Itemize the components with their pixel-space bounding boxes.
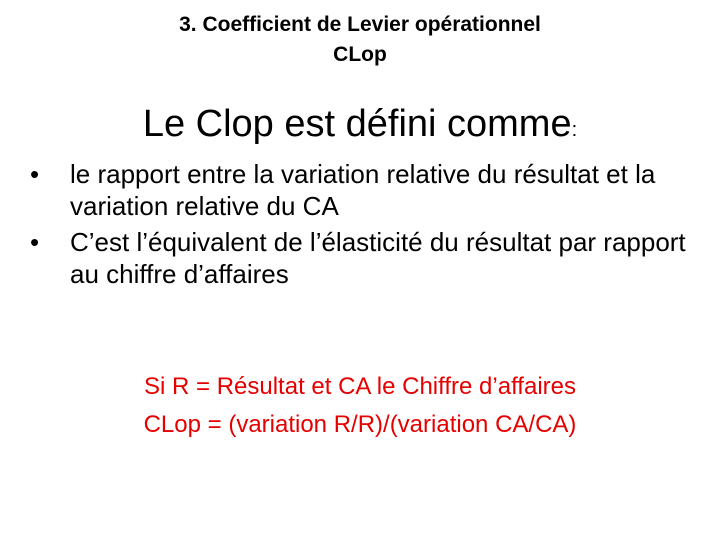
definition-bullet-list bbox=[30, 158, 710, 294]
slide-title-line-2: CLop bbox=[333, 43, 387, 66]
slide-title-line-1: 3. Coefficient de Levier opérationnel bbox=[179, 13, 541, 36]
formula-block bbox=[0, 368, 720, 444]
bullet-text: le rapport entre la variation relative du résultat et la variation relative du CA bbox=[70, 159, 656, 221]
bullet-icon: • bbox=[30, 227, 40, 257]
bullet-item bbox=[30, 158, 710, 222]
bullet-item bbox=[30, 226, 710, 290]
definition-heading bbox=[0, 100, 720, 154]
formula-line-2: CLop = (variation R/R)/(variation CA/CA) bbox=[143, 411, 577, 438]
bullet-text: C’est l’équivalent de l’élasticité du résultat par rapport au chiffre d’affaires bbox=[70, 227, 686, 289]
slide-title bbox=[0, 10, 720, 70]
definition-heading-colon: : bbox=[571, 119, 578, 141]
formula-line-1: Si R = Résultat et CA le Chiffre d’affaires bbox=[144, 373, 576, 400]
definition-heading-text: Le Clop est défini comme bbox=[142, 103, 572, 145]
bullet-icon: • bbox=[30, 159, 40, 189]
